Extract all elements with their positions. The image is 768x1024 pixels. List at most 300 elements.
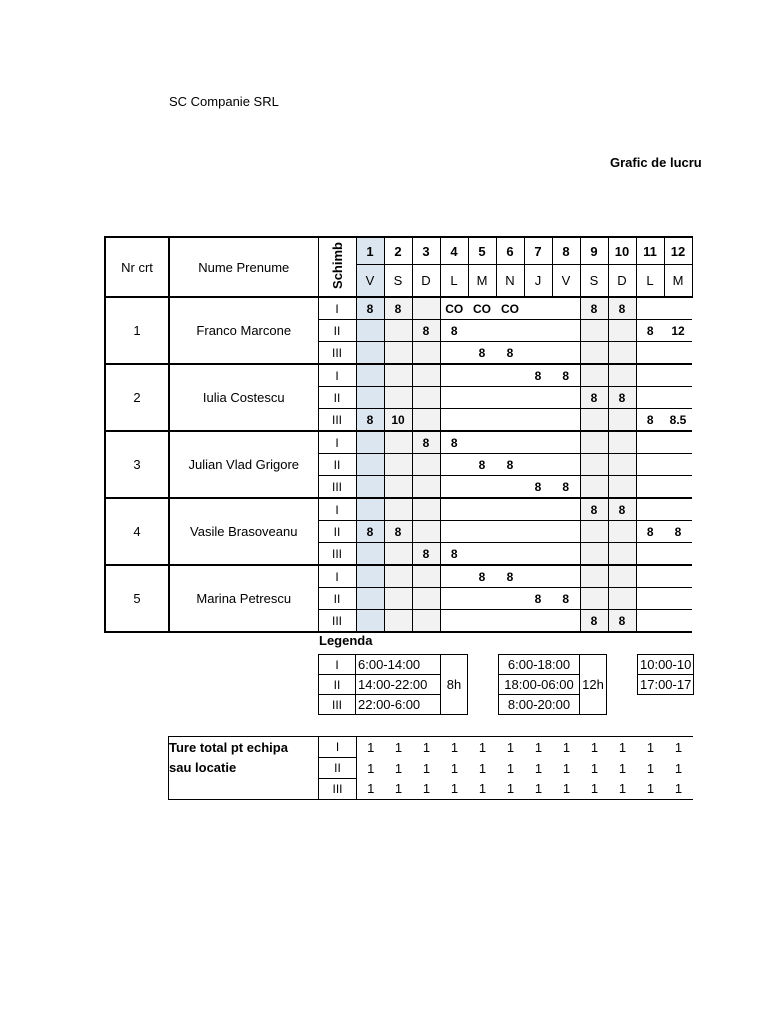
shift-label: II [318,387,356,409]
day-number: 4 [440,237,468,265]
shift-label: III [318,610,356,633]
schedule-cell: 10 [384,409,412,432]
schedule-cell [356,387,384,409]
schedule-cell [664,498,692,521]
company-name: SC Companie SRL [169,94,279,109]
schedule-cell [664,476,692,499]
schedule-cell: 8 [608,610,636,633]
schedule-cell [356,320,384,342]
weekday-letter: N [496,265,524,298]
totals-value: 1 [665,779,693,800]
schedule-cell [608,364,636,387]
schedule-cell [608,588,636,610]
weekday-letter: L [636,265,664,298]
shift-label: I [318,565,356,588]
schedule-cell [636,610,664,633]
schedule-cell [636,588,664,610]
schedule-cell: 8 [636,521,664,543]
schedule-cell [524,521,552,543]
totals-value: 1 [497,779,525,800]
schedule-cell [496,521,524,543]
totals-value: 1 [525,779,553,800]
schedule-cell [608,454,636,476]
schedule-cell [580,431,608,454]
header-nr-crt: Nr crt [105,237,169,297]
shift-label: I [319,737,357,758]
schedule-cell: 8 [356,409,384,432]
totals-row [169,779,693,800]
schedule-cell [468,431,496,454]
schedule-cell [356,476,384,499]
schedule-table [104,236,693,633]
schedule-cell [440,364,468,387]
legend-shift-label: I [319,655,356,675]
schedule-cell [440,565,468,588]
schedule-cell [524,454,552,476]
schedule-cell [496,498,524,521]
shift-label: I [318,297,356,320]
legend-hours-8h: 8h [441,655,468,715]
totals-value: 1 [637,737,665,758]
shift-label: I [318,364,356,387]
schedule-cell [580,543,608,566]
schedule-cell [608,409,636,432]
employee-name: Iulia Costescu [169,364,318,431]
schedule-cell: 8 [412,543,440,566]
weekday-letter: D [412,265,440,298]
schedule-cell [468,610,496,633]
employee-name: Franco Marcone [169,297,318,364]
schedule-cell [412,297,440,320]
schedule-cell [524,565,552,588]
header-name: Nume Prenume [169,237,318,297]
schedule-cell: 8 [552,476,580,499]
schedule-cell [356,454,384,476]
totals-label: Ture total pt echipa sau locatie [169,740,288,775]
schedule-cell [356,610,384,633]
schedule-cell: 8 [450,435,458,450]
schedule-cell: 12 [664,320,692,342]
schedule-cell [412,409,440,432]
document-title: Grafic de lucru [610,155,702,170]
employee-name: Julian Vlad Grigore [169,431,318,498]
schedule-cell [580,476,608,499]
schedule-cell [356,588,384,610]
schedule-cell [636,565,664,588]
schedule-cell [412,588,440,610]
schedule-cell [496,476,524,499]
totals-value: 1 [581,779,609,800]
schedule-cell [412,454,440,476]
schedule-cell [524,498,552,521]
schedule-cell [468,521,496,543]
schedule-cell [636,297,664,320]
schedule-cell [496,543,524,566]
schedule-cell [608,543,636,566]
schedule-cell [440,454,468,476]
schedule-cell [468,387,496,409]
totals-value: 1 [367,760,375,776]
schedule-cell [552,610,580,633]
schedule-cell [552,342,580,365]
totals-value: 1 [609,779,637,800]
schedule-cell: 8 [524,476,552,499]
totals-value: 1 [609,737,637,758]
totals-label-cell [169,779,319,800]
legend-time: 22:00-6:00 [356,695,441,715]
totals-value: 1 [469,737,497,758]
employee-nr: 2 [105,364,169,431]
totals-value: 1 [478,760,487,776]
shift-label: I [318,431,356,454]
schedule-cell: 8 [496,454,524,476]
schedule-cell [636,431,664,454]
schedule-cell [440,387,468,409]
employee-shift-row [105,364,692,387]
schedule-cell [356,543,384,566]
schedule-cell [496,409,524,432]
totals-value: 1 [357,737,385,758]
day-number: 11 [636,237,664,265]
legend-time: 6:00-18:00 [499,655,580,675]
schedule-cell [384,610,412,633]
schedule-cell [440,521,468,543]
schedule-cell: 8 [524,588,552,610]
schedule-cell: 8 [412,320,440,342]
schedule-cell [412,342,440,365]
employee-nr: 5 [105,565,169,632]
totals-value: 1 [534,760,543,776]
schedule-grid-viewport [104,236,694,628]
schedule-cell [608,476,636,499]
schedule-cell [552,387,580,409]
shift-label: II [318,588,356,610]
totals-value: 1 [646,760,655,776]
schedule-cell: 8 [580,610,608,633]
schedule-cell: 8 [636,409,664,432]
schedule-cell [580,342,608,365]
schedule-cell: 8 [608,387,636,409]
totals-value: 1 [385,779,413,800]
schedule-cell [552,498,580,521]
employee-name: Marina Petrescu [169,565,318,632]
totals-value: 1 [422,760,431,776]
day-number: 2 [384,237,412,265]
totals-value: 1 [553,779,581,800]
schedule-cell [664,454,692,476]
schedule-cell [580,454,608,476]
employee-shift-row [105,431,692,454]
weekday-letter: L [440,265,468,298]
legend-time: 14:00-22:00 [356,675,441,695]
schedule-cell [468,364,496,387]
shift-label: I [318,498,356,521]
totals-value: 1 [581,737,609,758]
schedule-cell [384,588,412,610]
legend-time: 8:00-20:00 [499,695,580,715]
totals-value: 1 [665,737,693,758]
employee-nr: 4 [105,498,169,565]
schedule-cell: CO [445,301,464,316]
schedule-cell [384,454,412,476]
schedule-cell [384,543,412,566]
schedule-cell [524,342,552,365]
schedule-cell [552,565,580,588]
day-number: 9 [580,237,608,265]
totals-value: 1 [525,737,553,758]
schedule-cell [664,342,692,365]
schedule-cell: 8 [440,320,468,342]
schedule-cell: 8 [468,342,496,365]
weekday-letter: S [580,265,608,298]
schedule-cell: 8 [580,498,608,521]
schedule-cell [524,297,552,320]
schedule-cell [636,498,664,521]
totals-value: 1 [497,737,525,758]
schedule-cell [384,364,412,387]
schedule-cell [384,320,412,342]
day-number: 10 [608,237,636,265]
schedule-cell [608,565,636,588]
schedule-cell [524,610,552,633]
schedule-cell [356,364,384,387]
schedule-cell [440,409,468,432]
legend-shift-label: III [319,695,356,715]
totals-value: 1 [618,760,627,776]
schedule-cell [580,320,608,342]
schedule-cell: 8 [580,297,608,320]
schedule-cell [636,364,664,387]
schedule-cell [356,342,384,365]
weekday-letter: S [384,265,412,298]
schedule-cell [412,610,440,633]
shift-label: III [318,543,356,566]
schedule-cell [664,565,692,588]
schedule-cell: 8.5 [664,409,692,432]
shift-label: III [318,342,356,365]
schedule-cell [412,364,440,387]
schedule-cell [664,387,692,409]
schedule-cell [580,588,608,610]
schedule-cell [552,409,580,432]
schedule-cell [636,476,664,499]
schedule-cell: 8 [580,387,608,409]
day-number: 12 [664,237,692,265]
schedule-cell: 8 [356,297,384,320]
schedule-cell: 8 [534,368,542,383]
schedule-cell [608,431,636,454]
totals-value: 1 [553,737,581,758]
schedule-cell [636,342,664,365]
day-number: 3 [412,237,440,265]
schedule-cell [552,431,580,454]
schedule-cell: 8 [496,342,524,365]
schedule-cell [496,387,524,409]
shift-label: III [318,409,356,432]
weekday-letter: M [468,265,496,298]
schedule-cell: 8 [468,454,496,476]
schedule-cell [552,297,580,320]
totals-value: 1 [637,779,665,800]
schedule-cell [496,320,524,342]
schedule-cell [524,387,552,409]
totals-value: 1 [450,760,459,776]
legend-shift-label: II [319,675,356,695]
schedule-cell [580,409,608,432]
schedule-cell [356,565,384,588]
schedule-cell [468,320,496,342]
legend-third-viewport [637,654,694,694]
schedule-cell [552,320,580,342]
schedule-cell [412,498,440,521]
schedule-cell [384,431,412,454]
weekday-letter: D [608,265,636,298]
totals-value: 1 [413,737,441,758]
day-number: 5 [468,237,496,265]
schedule-cell [664,364,692,387]
legend-12h-table [498,654,607,715]
schedule-cell [412,476,440,499]
totals-value: 1 [562,760,571,776]
schedule-cell [384,565,412,588]
schedule-cell: 8 [384,297,412,320]
schedule-cell [440,476,468,499]
schedule-cell [636,387,664,409]
schedule-cell: CO [473,301,491,316]
employee-shift-row [105,297,692,320]
day-number: 1 [356,237,384,265]
header-row-days [105,237,692,265]
header-shift-label: Schimb [329,242,345,289]
schedule-cell [608,320,636,342]
legend-third-table [637,654,694,695]
schedule-cell [356,498,384,521]
schedule-cell [552,543,580,566]
schedule-cell [580,565,608,588]
shift-label: II [319,758,357,779]
schedule-cell [524,543,552,566]
employee-name: Vasile Brasoveanu [169,498,318,565]
schedule-cell: 8 [384,521,412,543]
schedule-cell: 8 [552,588,580,610]
employee-shift-row [105,565,692,588]
weekday-letter: V [552,265,580,298]
schedule-cell: 8 [562,368,570,383]
schedule-cell [496,588,524,610]
shift-label: II [318,454,356,476]
schedule-cell [524,320,552,342]
schedule-cell: CO [501,301,519,316]
totals-value: 1 [394,760,403,776]
weekday-letter: M [664,265,692,298]
totals-value: 1 [357,779,385,800]
totals-value: 1 [506,760,515,776]
schedule-cell [384,342,412,365]
legend-time: 17:00-17 [638,675,694,695]
schedule-cell [384,476,412,499]
schedule-cell [664,610,692,633]
schedule-cell [524,409,552,432]
schedule-cell [496,431,524,454]
schedule-cell [664,431,692,454]
employee-shift-row [105,498,692,521]
shift-label: III [319,779,357,800]
schedule-cell: 8 [478,569,486,584]
legend-8h-table [318,654,468,715]
schedule-cell [664,297,692,320]
schedule-cell [468,476,496,499]
legend-time: 6:00-14:00 [356,655,441,675]
legend-title: Legenda [319,633,373,648]
schedule-cell [552,521,580,543]
schedule-cell [664,588,692,610]
day-number: 7 [524,237,552,265]
shift-label: III [318,476,356,499]
legend-time: 10:00-10 [638,655,694,675]
totals-value: 1 [590,760,599,776]
shift-label: II [318,521,356,543]
schedule-cell [636,543,664,566]
schedule-cell [468,588,496,610]
schedule-cell: 8 [664,521,692,543]
weekday-letter: V [356,265,384,298]
schedule-cell [608,521,636,543]
shift-label: II [318,320,356,342]
schedule-cell [440,588,468,610]
legend-time: 18:00-06:00 [499,675,580,695]
schedule-cell: 8 [440,543,468,566]
schedule-cell: 8 [636,320,664,342]
totals-value: 1 [385,737,413,758]
schedule-cell [468,498,496,521]
schedule-cell [552,454,580,476]
schedule-cell [412,387,440,409]
schedule-cell [608,342,636,365]
schedule-cell: 8 [356,521,384,543]
schedule-cell: 8 [608,297,636,320]
totals-value: 1 [441,779,469,800]
totals-value: 1 [674,760,683,776]
schedule-cell [664,543,692,566]
schedule-cell: 8 [608,498,636,521]
schedule-cell [636,454,664,476]
schedule-cell: 8 [412,431,440,454]
totals-value: 1 [441,737,469,758]
weekday-letter: J [524,265,552,298]
header-shift [318,237,356,297]
employee-nr: 1 [105,297,169,364]
schedule-cell [440,498,468,521]
schedule-cell [356,431,384,454]
schedule-cell [384,387,412,409]
day-number: 6 [496,237,524,265]
schedule-cell: 8 [506,569,514,584]
schedule-cell [496,610,524,633]
schedule-cell [440,610,468,633]
schedule-cell [496,364,524,387]
employee-nr: 3 [105,431,169,498]
totals-value: 1 [469,779,497,800]
schedule-cell [412,521,440,543]
schedule-cell [468,409,496,432]
day-number: 8 [552,237,580,265]
schedule-cell [440,342,468,365]
schedule-cell [524,431,552,454]
schedule-cell [468,543,496,566]
schedule-cell [412,565,440,588]
schedule-cell [580,364,608,387]
schedule-cell [580,521,608,543]
